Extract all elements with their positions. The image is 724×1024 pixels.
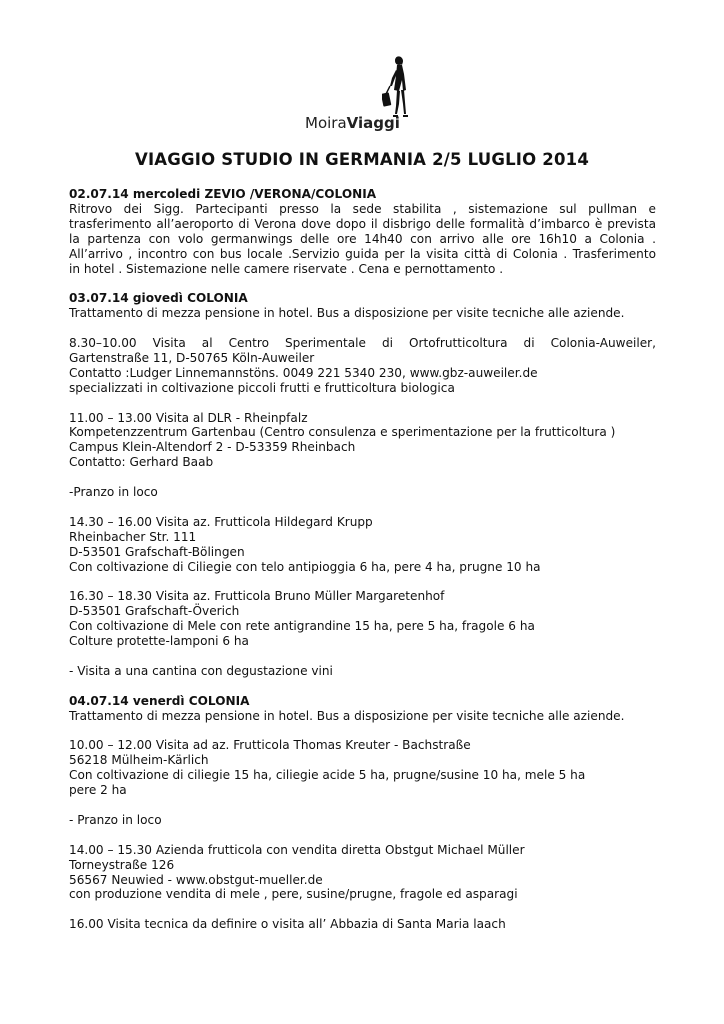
day1-line: Ritrovo dei Sigg. Partecipanti presso la sede stabilita , sistemazione sul pullman e bbox=[69, 201, 656, 216]
document-title: VIAGGIO STUDIO IN GERMANIA 2/5 LUGLIO 2014 bbox=[134, 150, 590, 169]
day2-visit2-line: 11.00 – 13.00 Visita al DLR - Rheinpfalz bbox=[69, 410, 308, 425]
day2-visit1-line: Contatto :Ludger Linnemannstöns. 0049 221 5340 230, www.gbz-auweiler.de bbox=[69, 365, 538, 380]
day2-visit3-line: Rheinbacher Str. 111 bbox=[69, 529, 197, 544]
day3-visit1-line: 56218 Mülheim-Kärlich bbox=[69, 753, 209, 768]
day3-visit2-line: 14.00 – 15.30 Azienda frutticola con vendita diretta Obstgut Michael Müller bbox=[69, 842, 525, 857]
day2-visit2-line: Kompetenzzentrum Gartenbau (Centro consulenza e sperimentazione per la frutticoltura ) bbox=[69, 425, 616, 440]
day2-visit2-line: Contatto: Gerhard Baab bbox=[69, 455, 214, 470]
day2-visit4-line: Con coltivazione di Mele con rete antigrandine 15 ha, pere 5 ha, fragole 6 ha bbox=[69, 619, 535, 634]
day2-intro: Trattamento di mezza pensione in hotel. Bus a disposizione per visite tecniche alle aziende. bbox=[69, 306, 625, 321]
day2-lunch: -Pranzo in loco bbox=[69, 485, 158, 500]
day1-heading: 02.07.14 mercoledi ZEVIO /VERONA/COLONIA bbox=[69, 187, 377, 201]
day3-visit3: 16.00 Visita tecnica da definire o visita all’ Abbazia di Santa Maria laach bbox=[69, 917, 506, 932]
itinerary bbox=[69, 187, 656, 932]
day2-visit3-line: D-53501 Grafschaft-Bölingen bbox=[69, 544, 245, 559]
day2-visit1-line: 8.30–10.00 Visita al Centro Sperimentale di Ortofrutticoltura di Colonia-Auweiler, bbox=[69, 336, 656, 351]
day2-visit4-line: D-53501 Grafschaft-Överich bbox=[69, 604, 240, 619]
day1-line: All’arrivo , incontro con bus locale .Servizio guida per la visita città di Colonia . Trasferimento bbox=[69, 246, 656, 261]
day3-heading: 04.07.14 venerdì COLONIA bbox=[69, 693, 250, 708]
day2-visit4-line: Colture protette-lamponi 6 ha bbox=[69, 634, 249, 649]
day1-line: in hotel . Sistemazione nelle camere riservate . Cena e pernottamento . bbox=[69, 261, 504, 276]
day3-intro: Trattamento di mezza pensione in hotel. Bus a disposizione per visite tecniche alle aziende. bbox=[69, 708, 625, 723]
day2-winery: - Visita a una cantina con degustazione vini bbox=[69, 663, 333, 678]
day3-visit1-line: Con coltivazione di ciliegie 15 ha, ciliegie acide 5 ha, prugne/susine 10 ha, mele 5 ha bbox=[69, 768, 586, 783]
logo-brand-light: Moira bbox=[305, 114, 347, 132]
logo bbox=[300, 56, 420, 134]
day3-lunch: - Pranzo in loco bbox=[69, 812, 162, 827]
logo-brand-bold: Viaggi bbox=[346, 114, 400, 132]
day2-visit1-line: specializzati in coltivazione piccoli frutti e frutticoltura biologica bbox=[69, 380, 455, 395]
day1-line: trasferimento all’aeroporto di Verona dove dopo il disbrigo delle formalità d’imbarco è prevista bbox=[69, 216, 656, 231]
day2-heading: 03.07.14 giovedì COLONIA bbox=[69, 291, 248, 306]
day2-visit4-line: 16.30 – 18.30 Visita az. Frutticola Bruno Müller Margaretenhof bbox=[69, 589, 445, 604]
day2-visit1-line: Gartenstraße 11, D-50765 Köln-Auweiler bbox=[69, 350, 315, 365]
day3-visit1-line: 10.00 – 12.00 Visita ad az. Frutticola Thomas Kreuter - Bachstraße bbox=[69, 738, 471, 753]
traveler-silhouette-icon bbox=[382, 56, 418, 118]
day3-visit2-line: con produzione vendita di mele , pere, susine/prugne, fragole ed asparagi bbox=[69, 887, 518, 902]
day3-visit1-line: pere 2 ha bbox=[69, 783, 127, 798]
day1-line: la partenza con volo germanwings delle ore 14h40 con arrivo alle ore 16h10 a Colonia . bbox=[69, 231, 656, 246]
day2-visit3-line: 14.30 – 16.00 Visita az. Frutticola Hildegard Krupp bbox=[69, 514, 373, 529]
logo-wordmark bbox=[305, 114, 400, 132]
day2-visit3-line: Con coltivazione di Ciliegie con telo antipioggia 6 ha, pere 4 ha, prugne 10 ha bbox=[69, 559, 541, 574]
day3-visit2-line: 56567 Neuwied - www.obstgut-mueller.de bbox=[69, 872, 323, 887]
day2-visit2-line: Campus Klein-Altendorf 2 - D-53359 Rheinbach bbox=[69, 440, 356, 455]
day3-visit2-line: Torneystraße 126 bbox=[69, 857, 175, 872]
